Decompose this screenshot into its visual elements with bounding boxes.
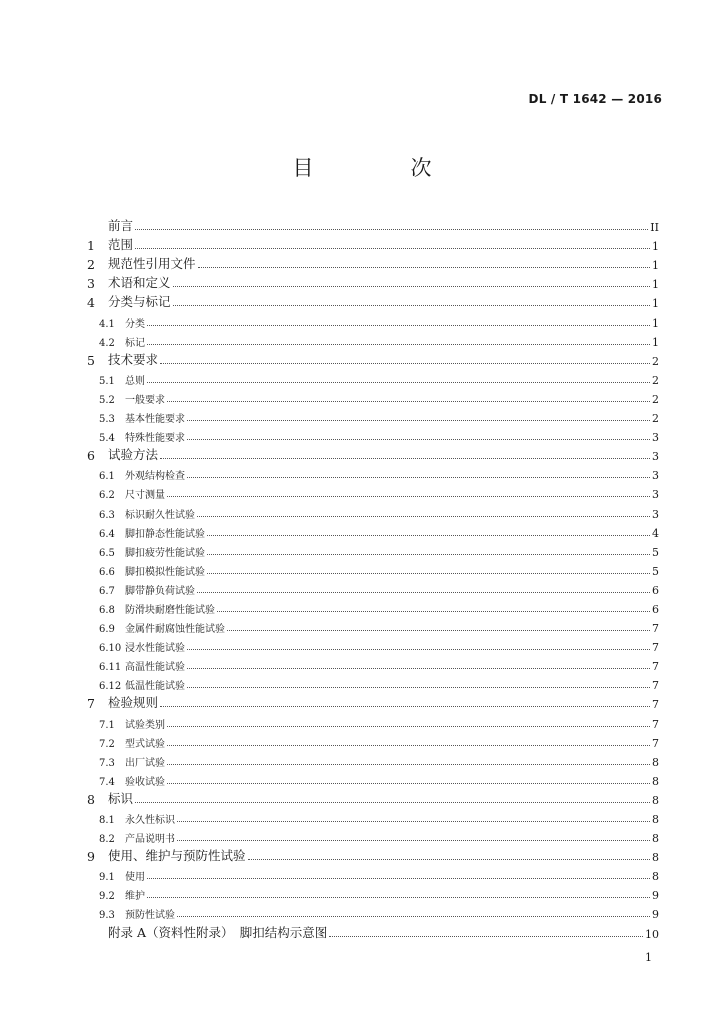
toc-entry[interactable] [87,215,659,234]
toc-entry-page: 8 [652,793,659,807]
toc-entry-label: 标识耐久性试验 [125,509,195,521]
toc-dot-leader [147,878,650,879]
toc-entry[interactable] [87,521,659,540]
toc-entry-page: 7 [652,717,659,731]
toc-entry-label: 高温性能试验 [125,662,185,674]
toc-dot-leader [167,726,650,727]
toc-dot-leader [173,305,650,306]
toc-dot-leader [173,286,650,287]
toc-entry-label: 一般要求 [125,394,165,406]
toc-entry[interactable] [87,845,659,864]
toc-entry-page: 7 [652,736,659,750]
toc-entry-number: 9.3 [99,910,115,922]
toc-entry-page: 1 [652,259,659,273]
toc-entry-label: 维护 [125,891,145,903]
toc-entry-page: 8 [652,813,659,826]
toc-entry-number: 5.3 [99,414,115,426]
toc-entry-number: 5.1 [99,375,115,387]
toc-dot-leader [147,382,650,383]
toc-entry-page: 8 [652,832,659,846]
toc-dot-leader [187,420,650,421]
toc-entry[interactable] [87,731,659,750]
toc-entry-number: 2 [87,257,95,273]
toc-entry-page: 6 [652,602,659,616]
toc-entry-page: 2 [652,412,659,426]
toc-entry-label: 前言 [108,218,134,234]
toc-entry-number: 6.3 [99,509,115,521]
toc-entry-page: 2 [652,392,659,406]
toc-entry[interactable] [87,807,659,826]
toc-dot-leader [187,687,650,688]
toc-entry-page: 2 [652,373,659,387]
toc-entry-page: 5 [652,545,659,559]
toc-entry-page: 10 [645,927,659,941]
toc-entry[interactable] [87,654,659,673]
toc-entry-label: 检验规则 [108,695,159,711]
toc-entry-label: 金属件耐腐蚀性能试验 [125,624,225,636]
toc-entry[interactable] [87,578,659,597]
toc-entry[interactable] [87,310,659,329]
toc-entry[interactable] [87,349,659,368]
toc-entry-page: II [650,221,659,235]
toc-dot-leader [160,363,650,364]
toc-entry[interactable] [87,559,659,578]
toc-entry[interactable] [87,711,659,730]
toc-entry-label: 特殊性能要求 [125,433,185,445]
toc-entry-number: 6.9 [99,624,115,636]
toc-entry-page: 1 [652,335,659,349]
toc-dot-leader [248,859,650,860]
toc-entry-label: 脚扣模拟性能试验 [125,566,205,578]
toc-dot-leader [135,802,650,803]
toc-entry-number: 4.1 [99,318,115,330]
toc-entry-label: 防滑块耐磨性能试验 [125,604,215,616]
toc-entry-page: 8 [652,851,659,865]
toc-entry[interactable] [87,501,659,520]
toc-entry[interactable] [87,463,659,482]
toc-entry-number: 6.1 [99,471,115,483]
toc-entry[interactable] [87,387,659,406]
toc-entry-page: 1 [652,316,659,330]
toc-dot-leader [177,840,650,841]
toc-entry[interactable] [87,692,659,711]
toc-entry-page: 7 [652,660,659,674]
toc-entry[interactable] [87,921,659,940]
toc-entry-page: 8 [652,774,659,788]
toc-entry[interactable] [87,597,659,616]
toc-entry-number: 8.2 [99,834,115,846]
toc-entry-label: 验收试验 [125,776,165,788]
toc-entry-label: 使用、维护与预防性试验 [108,848,246,864]
toc-entry-number: 1 [87,238,95,254]
toc-entry-label: 浸水性能试验 [125,643,185,655]
toc-entry-page: 1 [652,240,659,254]
toc-entry[interactable] [87,769,659,788]
toc-entry[interactable] [87,635,659,654]
toc-entry-label: 范围 [108,237,134,253]
toc-entry[interactable] [87,291,659,310]
toc-entry[interactable] [87,883,659,902]
toc-entry-label: 标识 [108,790,134,806]
toc-entry-page: 9 [652,889,659,903]
toc-entry-number: 6.10 [99,643,122,655]
toc-entry-number: 3 [87,276,95,292]
standard-code: DL / T 1642 — 2016 [528,92,662,106]
toc-entry-label: 规范性引用文件 [108,256,196,272]
toc-entry[interactable] [87,788,659,807]
toc-entry-label: 分类与标记 [108,294,171,310]
toc-entry-label: 术语和定义 [108,275,171,291]
toc-dot-leader [160,706,650,707]
toc-entry[interactable] [87,272,659,291]
toc-entry[interactable] [87,540,659,559]
toc-entry-label: 试验类别 [125,719,165,731]
toc-dot-leader [187,668,650,669]
toc-dot-leader [147,325,650,326]
toc-entry[interactable] [87,253,659,272]
toc-dot-leader [167,401,650,402]
toc-entry-label: 预防性试验 [125,910,175,922]
toc-entry-number: 6.2 [99,490,115,502]
toc-entry-number: 4.2 [99,337,115,349]
toc-entry-number: 4 [87,295,95,311]
toc-dot-leader [197,516,650,517]
toc-entry-page: 3 [652,507,659,521]
toc-entry-label: 尺寸测量 [125,490,165,502]
toc-dot-leader [217,611,650,612]
toc-entry[interactable] [87,616,659,635]
toc-entry-number: 9.1 [99,872,115,884]
toc-entry-number: 7.1 [99,719,115,731]
toc-dot-leader [207,535,650,536]
toc-dot-leader [227,630,650,631]
toc-entry[interactable] [87,425,659,444]
toc-entry-page: 1 [652,278,659,292]
toc-entry-label: 脚扣静态性能试验 [125,528,205,540]
toc-dot-leader [207,554,650,555]
toc-dot-leader [160,458,650,459]
toc-entry-label: 出厂试验 [125,757,165,769]
toc-entry[interactable] [87,330,659,349]
toc-entry-number: 6.5 [99,547,115,559]
toc-entry-page: 7 [652,679,659,693]
page-title: 目 次 [292,156,470,180]
toc-entry-number: 5.4 [99,433,115,445]
toc-dot-leader [135,248,650,249]
toc-entry-number: 6.7 [99,585,115,597]
toc-dot-leader [147,344,650,345]
toc-entry-number: 6.11 [99,662,122,674]
toc-entry[interactable] [87,482,659,501]
toc-entry-label: 分类 [125,318,145,330]
toc-entry-label: 附录 A（资料性附录） 脚扣结构示意图 [108,924,328,940]
toc-entry-number: 6.4 [99,528,115,540]
toc-dot-leader [167,496,650,497]
toc-entry-page: 3 [652,488,659,502]
toc-entry-label: 标记 [125,337,145,349]
toc-entry-page: 8 [652,870,659,884]
toc-entry-page: 2 [652,354,659,368]
toc-entry-number: 7.2 [99,738,115,750]
toc-entry-number: 6.12 [99,681,122,693]
toc-entry[interactable] [87,444,659,463]
toc-dot-leader [167,745,650,746]
toc-entry-label: 基本性能要求 [125,414,185,426]
toc-entry[interactable] [87,234,659,253]
page-number: 1 [645,951,652,964]
toc-dot-leader [187,439,650,440]
toc-entry-label: 使用 [125,872,145,884]
toc-entry[interactable] [87,673,659,692]
toc-entry-page: 1 [652,297,659,311]
toc-dot-leader [177,821,650,822]
toc-dot-leader [135,229,648,230]
toc-entry-label: 永久性标识 [125,815,175,826]
toc-entry-page: 5 [652,564,659,578]
toc-dot-leader [167,764,650,765]
toc-entry-label: 技术要求 [108,351,159,367]
toc-entry-number: 7.4 [99,776,115,788]
toc-entry-label: 脚带静负荷试验 [125,585,195,597]
toc-entry-number: 9.2 [99,891,115,903]
table-of-contents [87,215,659,941]
toc-entry-label: 低温性能试验 [125,681,185,693]
toc-entry-page: 4 [652,526,659,540]
toc-entry-number: 6.8 [99,604,115,616]
toc-entry[interactable] [87,864,659,883]
toc-entry-number: 6 [87,448,95,464]
toc-entry-page: 7 [652,641,659,655]
toc-entry-page: 9 [652,908,659,922]
toc-dot-leader [207,573,650,574]
toc-dot-leader [198,267,650,268]
toc-entry-label: 试验方法 [108,447,159,463]
toc-dot-leader [177,916,650,917]
toc-dot-leader [167,783,650,784]
toc-entry-page: 3 [652,431,659,445]
toc-entry-number: 7.3 [99,757,115,769]
toc-entry-page: 7 [652,622,659,636]
toc-dot-leader [187,649,650,650]
toc-entry[interactable] [87,750,659,769]
toc-dot-leader [147,897,650,898]
toc-entry-label: 外观结构检查 [125,471,185,483]
toc-entry[interactable] [87,826,659,845]
toc-entry-number: 8.1 [99,815,115,826]
toc-entry-number: 5 [87,352,95,368]
toc-entry-number: 6.6 [99,566,115,578]
toc-entry[interactable] [87,368,659,387]
toc-entry-page: 6 [652,583,659,597]
toc-entry-number: 8 [87,791,95,807]
toc-entry-number: 7 [87,696,95,712]
toc-entry-page: 3 [652,450,659,464]
toc-entry-label: 型式试验 [125,738,165,750]
toc-entry[interactable] [87,406,659,425]
toc-entry-page: 3 [652,469,659,483]
toc-entry-label: 脚扣疲劳性能试验 [125,547,205,559]
toc-entry-number: 9 [87,849,95,865]
toc-entry-page: 8 [652,755,659,769]
toc-entry-label: 产品说明书 [125,834,175,846]
toc-entry-number: 5.2 [99,394,115,406]
toc-dot-leader [329,936,643,937]
toc-dot-leader [197,592,650,593]
toc-entry[interactable] [87,902,659,921]
toc-entry-label: 总则 [125,375,145,387]
toc-dot-leader [187,477,650,478]
toc-entry-page: 7 [652,698,659,712]
